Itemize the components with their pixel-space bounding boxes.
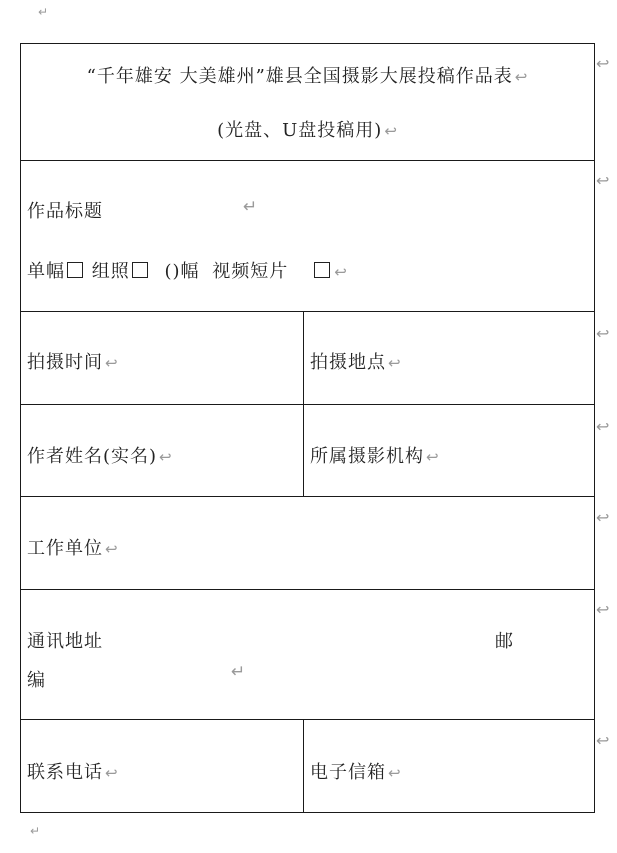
row-end-mark: ↩ [596, 417, 610, 436]
cell-end-mark: ↩ [105, 354, 119, 372]
author-label: 作者姓名(实名) ↩ [27, 446, 173, 467]
shoot-place-label: 拍摄地点 ↩ [310, 352, 402, 373]
paragraph-mark: ↵ [38, 5, 49, 19]
address-label: 通讯地址 [27, 631, 103, 652]
row-end-mark: ↩ [596, 54, 610, 73]
row-end-mark: ↩ [596, 171, 610, 190]
row-end-mark: ↩ [596, 508, 610, 527]
shoot-place-cell[interactable] [304, 312, 595, 405]
form-title: “千年雄安 大美雄州”雄县全国摄影大展投稿作品表 ↩ [86, 66, 529, 87]
type-video-label: 视频短片 [212, 261, 289, 282]
group-checkbox[interactable] [132, 262, 148, 278]
cell-end-mark: ↩ [384, 122, 398, 140]
cell-end-mark: ↩ [105, 540, 119, 558]
author-cell[interactable] [21, 405, 304, 497]
cell-end-mark: ↩ [388, 764, 402, 782]
cell-end-mark: ↩ [426, 448, 440, 466]
cell-end-mark: ↩ [105, 764, 119, 782]
paragraph-mark: ↵ [231, 662, 246, 682]
type-group-label: 组照 [91, 261, 130, 282]
work-type-options [27, 257, 348, 283]
cell-end-mark: ↩ [388, 354, 402, 372]
address-cell[interactable] [21, 590, 595, 720]
work-title-label: 作品标题 [27, 201, 103, 222]
phone-label: 联系电话 ↩ [27, 762, 119, 783]
shoot-time-cell[interactable] [21, 312, 304, 405]
cell-end-mark: ↩ [159, 448, 173, 466]
phone-cell[interactable] [21, 720, 304, 813]
paragraph-mark: ↵ [30, 824, 41, 838]
cell-end-mark: ↩ [334, 263, 348, 281]
email-cell[interactable] [304, 720, 595, 813]
submission-form-table [20, 43, 595, 813]
shoot-time-label: 拍摄时间 ↩ [27, 352, 119, 373]
form-subtitle: (光盘、U盘投稿用) ↩ [217, 120, 398, 141]
single-checkbox[interactable] [67, 262, 83, 278]
type-single-label: 单幅 [27, 261, 65, 282]
employer-cell[interactable] [21, 497, 595, 590]
row-end-mark: ↩ [596, 600, 610, 619]
paragraph-mark: ↵ [243, 197, 258, 217]
postcode-label-part1: 邮 [495, 631, 514, 652]
employer-label: 工作单位 ↩ [27, 538, 119, 559]
org-cell[interactable] [304, 405, 595, 497]
form-title-cell [21, 44, 595, 161]
email-label: 电子信箱 ↩ [310, 762, 402, 783]
video-checkbox[interactable] [314, 262, 330, 278]
postcode-label-part2: 编 [27, 670, 46, 691]
work-title-cell[interactable] [21, 161, 595, 312]
type-count-label: ()幅 [164, 261, 200, 282]
cell-end-mark: ↩ [514, 68, 529, 86]
org-label: 所属摄影机构 ↩ [310, 446, 440, 467]
row-end-mark: ↩ [596, 324, 610, 343]
row-end-mark: ↩ [596, 731, 610, 750]
